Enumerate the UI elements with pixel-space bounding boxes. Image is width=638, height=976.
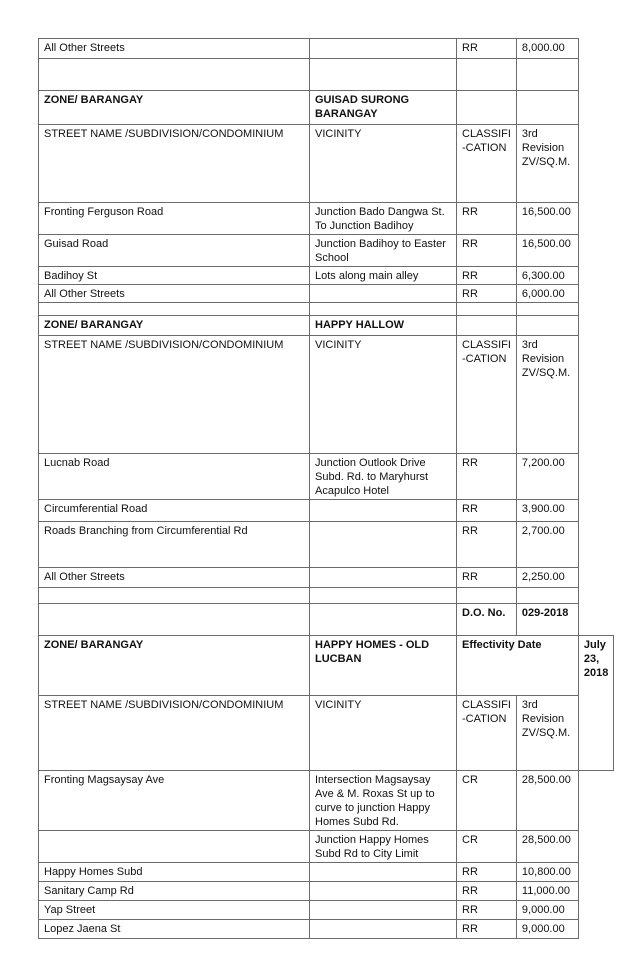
margin-spacer [578,588,613,604]
cell-street: All Other Streets [39,568,310,588]
cell-vicinity [310,568,457,588]
cell-zonal-value: 3rd Revision ZV/SQ.M. [516,336,578,454]
table-row [39,235,614,267]
margin-spacer [578,604,613,636]
cell-street: Roads Branching from Circumferential Rd [39,522,310,568]
cell-zonal-value: 2,250.00 [516,568,578,588]
cell-street: All Other Streets [39,39,310,59]
table-row [39,336,614,454]
cell-zonal-value: 029-2018 [516,604,578,636]
margin-spacer [578,303,613,316]
cell-zonal-value [516,303,578,316]
cell-vicinity: Junction Bado Dangwa St. To Junction Badihoy [310,203,457,235]
cell-classification: RR [457,235,517,267]
cell-classification: RR [457,500,517,522]
margin-spacer [578,235,613,267]
table-row [39,920,614,939]
cell-zonal-value: 6,300.00 [516,267,578,285]
cell-zonal-value [516,59,578,91]
cell-classification: RR [457,522,517,568]
cell-street: Badihoy St [39,267,310,285]
margin-spacer [578,901,613,920]
table-row [39,285,614,303]
cell-vicinity [310,901,457,920]
table-row [39,203,614,235]
table-row [39,522,614,568]
cell-vicinity [310,588,457,604]
cell-street: Fronting Magsaysay Ave [39,771,310,831]
cell-street: Yap Street [39,901,310,920]
cell-street [39,59,310,91]
cell-street [39,604,310,636]
cell-zonal-value: 28,500.00 [516,831,578,863]
cell-zonal-value: 3rd Revision ZV/SQ.M. [516,696,578,771]
cell-zonal-value [516,91,578,125]
cell-zonal-value: 16,500.00 [516,235,578,267]
table-row [39,771,614,831]
cell-vicinity: HAPPY HALLOW [310,316,457,336]
cell-zonal-value: 10,800.00 [516,863,578,882]
cell-classification: RR [457,901,517,920]
cell-classification: CR [457,771,517,831]
cell-street: ZONE/ BARANGAY [39,316,310,336]
cell-street: Happy Homes Subd [39,863,310,882]
table-row [39,303,614,316]
margin-spacer [578,831,613,863]
cell-zonal-value: 7,200.00 [516,454,578,500]
cell-vicinity [310,522,457,568]
margin-spacer [578,882,613,901]
cell-zonal-value: 16,500.00 [516,203,578,235]
cell-street: All Other Streets [39,285,310,303]
table-row [39,901,614,920]
cell-street: Sanitary Camp Rd [39,882,310,901]
cell-street: Lopez Jaena St [39,920,310,939]
margin-spacer [578,285,613,303]
table-row [39,454,614,500]
cell-vicinity [310,285,457,303]
cell-street: Lucnab Road [39,454,310,500]
zone-barangay-label: ZONE/ BARANGAY [39,636,310,696]
margin-spacer [578,59,613,91]
margin-spacer [578,336,613,454]
cell-vicinity [310,500,457,522]
table-row [39,831,614,863]
margin-spacer [578,125,613,203]
table-row [39,39,614,59]
cell-classification: RR [457,863,517,882]
cell-zonal-value: 11,000.00 [516,882,578,901]
table-row [39,588,614,604]
cell-street: Fronting Ferguson Road [39,203,310,235]
cell-vicinity: GUISAD SURONG BARANGAY [310,91,457,125]
margin-spacer [578,771,613,831]
cell-classification [457,303,517,316]
cell-zonal-value: 3,900.00 [516,500,578,522]
cell-vicinity [310,39,457,59]
cell-classification: CLASSIFI -CATION [457,336,517,454]
cell-zonal-value: 3rd Revision ZV/SQ.M. [516,125,578,203]
table-row [39,91,614,125]
cell-classification [457,588,517,604]
cell-classification: RR [457,39,517,59]
margin-spacer [578,39,613,59]
table-row [39,267,614,285]
margin-spacer [578,568,613,588]
effectivity-date-label: Effectivity Date [457,636,579,696]
margin-spacer [578,267,613,285]
cell-vicinity [310,863,457,882]
cell-street [39,588,310,604]
table-row [39,125,614,203]
cell-classification: D.O. No. [457,604,517,636]
table-row [39,863,614,882]
cell-vicinity: Junction Badihoy to Easter School [310,235,457,267]
cell-vicinity [310,920,457,939]
cell-vicinity [310,303,457,316]
cell-vicinity: VICINITY [310,336,457,454]
cell-vicinity [310,882,457,901]
margin-spacer [578,91,613,125]
table-row [39,59,614,91]
margin-spacer [578,863,613,882]
cell-classification: RR [457,882,517,901]
cell-vicinity: VICINITY [310,125,457,203]
cell-zonal-value: 2,700.00 [516,522,578,568]
margin-spacer [578,920,613,939]
table-row [39,882,614,901]
margin-spacer [578,203,613,235]
effectivity-date-value: July 23, 2018 [578,636,613,696]
cell-vicinity: Lots along main alley [310,267,457,285]
cell-street [39,831,310,863]
cell-classification: RR [457,203,517,235]
table-row [39,500,614,522]
cell-classification: CLASSIFI -CATION [457,696,517,771]
cell-vicinity [310,604,457,636]
cell-zonal-value: 28,500.00 [516,771,578,831]
margin-spacer [578,454,613,500]
cell-street: Guisad Road [39,235,310,267]
margin-spacer [578,522,613,568]
cell-zonal-value: 8,000.00 [516,39,578,59]
cell-zonal-value: 6,000.00 [516,285,578,303]
cell-classification: RR [457,568,517,588]
cell-street: ZONE/ BARANGAY [39,91,310,125]
cell-vicinity: VICINITY [310,696,457,771]
cell-classification [457,91,517,125]
margin-spacer [578,696,613,771]
cell-zonal-value [516,588,578,604]
cell-classification: RR [457,285,517,303]
table-row [39,316,614,336]
cell-classification: RR [457,920,517,939]
cell-street: STREET NAME /SUBDIVISION/CONDOMINIUM [39,336,310,454]
cell-street: Circumferential Road [39,500,310,522]
cell-classification [457,316,517,336]
cell-street: STREET NAME /SUBDIVISION/CONDOMINIUM [39,696,310,771]
cell-classification: RR [457,454,517,500]
table-row [39,636,614,696]
cell-vicinity: Intersection Magsaysay Ave & M. Roxas St up to curve to junction Happy Homes Subd Rd. [310,771,457,831]
cell-classification: CLASSIFI -CATION [457,125,517,203]
cell-classification: RR [457,267,517,285]
cell-vicinity: Junction Happy Homes Subd Rd to City Limit [310,831,457,863]
cell-street [39,303,310,316]
cell-street: STREET NAME /SUBDIVISION/CONDOMINIUM [39,125,310,203]
barangay-name: HAPPY HOMES - OLD LUCBAN [310,636,457,696]
cell-zonal-value [516,316,578,336]
table-row [39,696,614,771]
cell-vicinity: Junction Outlook Drive Subd. Rd. to Maryhurst Acapulco Hotel [310,454,457,500]
cell-vicinity [310,59,457,91]
margin-spacer [578,500,613,522]
table-row [39,604,614,636]
cell-classification [457,59,517,91]
cell-zonal-value: 9,000.00 [516,901,578,920]
margin-spacer [578,316,613,336]
zonal-value-document [38,38,614,939]
cell-zonal-value: 9,000.00 [516,920,578,939]
zonal-value-table [38,38,614,939]
cell-classification: CR [457,831,517,863]
table-row [39,568,614,588]
